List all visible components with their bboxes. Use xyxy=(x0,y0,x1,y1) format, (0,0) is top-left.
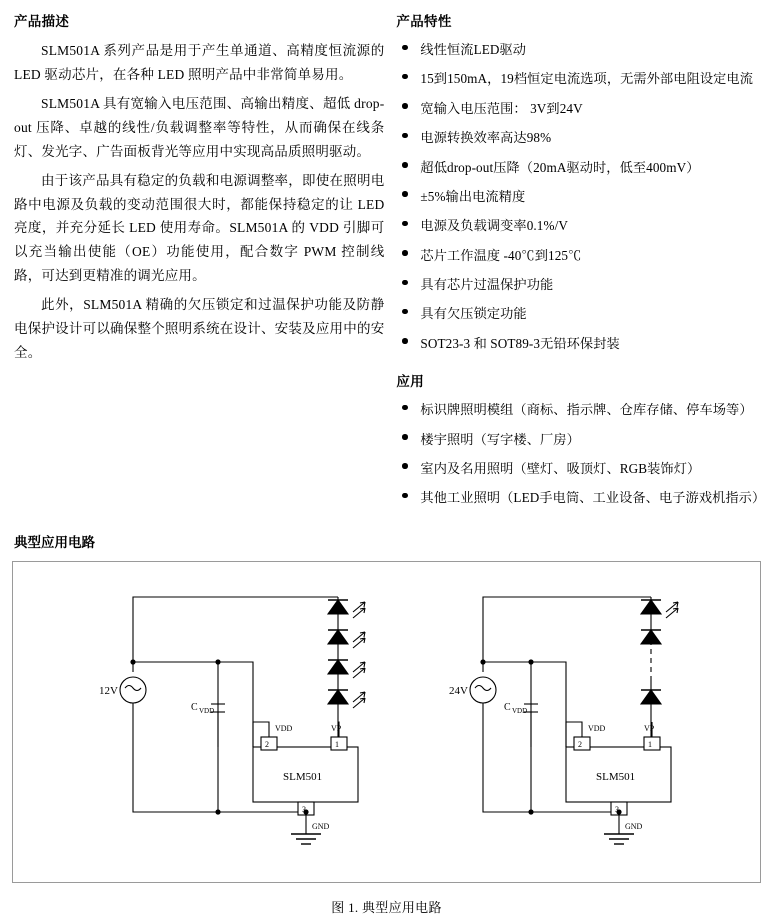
product-description-column xyxy=(14,10,396,517)
right-pin-vp-label: VP xyxy=(644,723,655,733)
feature-text: 具有芯片过温保护功能 xyxy=(420,277,554,292)
circuit-svg-container xyxy=(13,562,760,882)
bullet-icon xyxy=(402,191,408,197)
feature-text: ±5%输出电流精度 xyxy=(420,188,526,204)
right-cap-label: C xyxy=(504,701,511,713)
bullet-icon xyxy=(402,338,408,344)
feature-text: 电源转换效率高达98% xyxy=(420,130,552,146)
bullet-icon xyxy=(402,103,408,109)
right-pin-num-2: 2 xyxy=(578,739,582,749)
feature-text: 15到150mA，19档恒定电流选项，无需外部电阻设定电流 xyxy=(420,71,754,87)
bullet-icon xyxy=(402,45,408,51)
bullet-icon xyxy=(402,74,408,80)
right-cap-sub: VDD xyxy=(512,706,528,715)
bullet-icon xyxy=(402,493,408,499)
right-pin-gnd-label: GND xyxy=(625,821,643,831)
features-list xyxy=(396,39,759,354)
application-text: 楼宇照明（写字楼、厂房） xyxy=(420,431,580,447)
circuit-figure xyxy=(12,561,761,883)
list-item xyxy=(396,157,759,178)
feature-text: 宽输入电压范围： 3V到24V xyxy=(420,100,583,116)
bullet-icon xyxy=(402,250,408,256)
bullet-icon xyxy=(402,133,408,139)
description-paragraph: SLM501A 系列产品是用于产生单通道、高精度恒流源的 LED 驱动芯片，在各种 LED 照明产品中非常简单易用。 xyxy=(14,43,385,82)
product-description-title: 产品描述 xyxy=(14,14,70,29)
description-paragraph: 由于该产品具有稳定的负载和电源调整率，即使在照明电路中电源及负载的变动范围很大时，都能保持稳定的让 LED 亮度，并充分延长 LED 使用寿命。SLM501A 的 VDD 引脚可以充当输出使能（OE）功能使用，配合数字 PWM 控制线路，可达到更精准的调光应用。 xyxy=(14,173,385,283)
bullet-icon xyxy=(402,280,408,286)
list-item xyxy=(396,487,766,508)
figure-caption: 图 1. 典型应用电路 xyxy=(331,899,442,915)
typical-application-circuit-title: 典型应用电路 xyxy=(14,534,95,550)
list-item xyxy=(396,399,759,420)
bullet-icon xyxy=(402,405,408,411)
bullet-icon xyxy=(402,162,408,168)
product-features-title: 产品特性 xyxy=(396,14,452,29)
left-cap-label: C xyxy=(191,701,198,713)
features-column xyxy=(396,10,766,517)
right-pin-vdd-label: VDD xyxy=(588,723,606,733)
list-item xyxy=(396,68,759,89)
right-pin-num-1: 1 xyxy=(648,739,652,749)
list-item xyxy=(396,274,759,295)
list-item xyxy=(396,333,759,354)
bullet-icon xyxy=(402,309,408,315)
left-pin-num-2: 2 xyxy=(265,739,269,749)
description-paragraph: 此外，SLM501A 精确的欠压锁定和过温保护功能及防静电保护设计可以确保整个照明系统在设计、安装及应用中的安全。 xyxy=(14,297,385,360)
list-item xyxy=(396,215,759,236)
left-pin-gnd-label: GND xyxy=(312,821,330,831)
right-pin-num-3: 3 xyxy=(615,804,619,814)
left-pin-vp-label: VP xyxy=(331,723,342,733)
applications-title: 应用 xyxy=(396,374,425,390)
feature-text: 具有欠压锁定功能 xyxy=(420,306,527,322)
left-source-label: 12V xyxy=(99,684,118,697)
list-item xyxy=(396,186,759,207)
list-item xyxy=(396,458,759,479)
right-source-label: 24V xyxy=(449,684,468,697)
left-pin-vdd-label: VDD xyxy=(275,723,293,733)
typical-application-circuit-diagram xyxy=(13,562,762,882)
application-text: 标识牌照明模组（商标、指示牌、仓库存储、停车场等） xyxy=(420,402,753,418)
list-item xyxy=(396,429,759,450)
list-item xyxy=(396,98,759,119)
feature-text: 芯片工作温度 -40℃到125℃ xyxy=(420,247,582,263)
feature-text: 线性恒流LED驱动 xyxy=(420,42,527,57)
left-chip-label: SLM501 xyxy=(283,770,323,783)
feature-text: 超低drop-out压降（20mA驱动时，低至400mV） xyxy=(420,159,700,175)
bullet-icon xyxy=(402,434,408,440)
left-pin-num-1: 1 xyxy=(335,739,339,749)
list-item xyxy=(396,303,759,324)
list-item xyxy=(396,39,759,60)
list-item xyxy=(396,245,759,266)
feature-text: SOT23-3 和 SOT89-3无铅环保封装 xyxy=(420,335,620,351)
bullet-icon xyxy=(402,463,408,469)
left-cap-sub: VDD xyxy=(199,706,215,715)
right-chip-label: SLM501 xyxy=(596,770,636,783)
application-text: 室内及名用照明（壁灯、吸顶灯、RGB装饰灯） xyxy=(420,460,701,476)
left-pin-num-3: 3 xyxy=(302,804,306,814)
applications-list xyxy=(396,399,766,509)
description-paragraph: SLM501A 具有宽输入电压范围、高输出精度、超低 drop-out 压降、卓越的线性/负载调整率等特性，从而确保在线条灯、发光字、广告面板背光等应用中实现高品质照明驱动。 xyxy=(14,96,385,159)
application-text: 其他工业照明（LED手电筒、工业设备、电子游戏机指示） xyxy=(420,490,766,506)
feature-text: 电源及负载调变率0.1%/V xyxy=(420,218,568,234)
bullet-icon xyxy=(402,221,408,227)
list-item xyxy=(396,127,759,148)
